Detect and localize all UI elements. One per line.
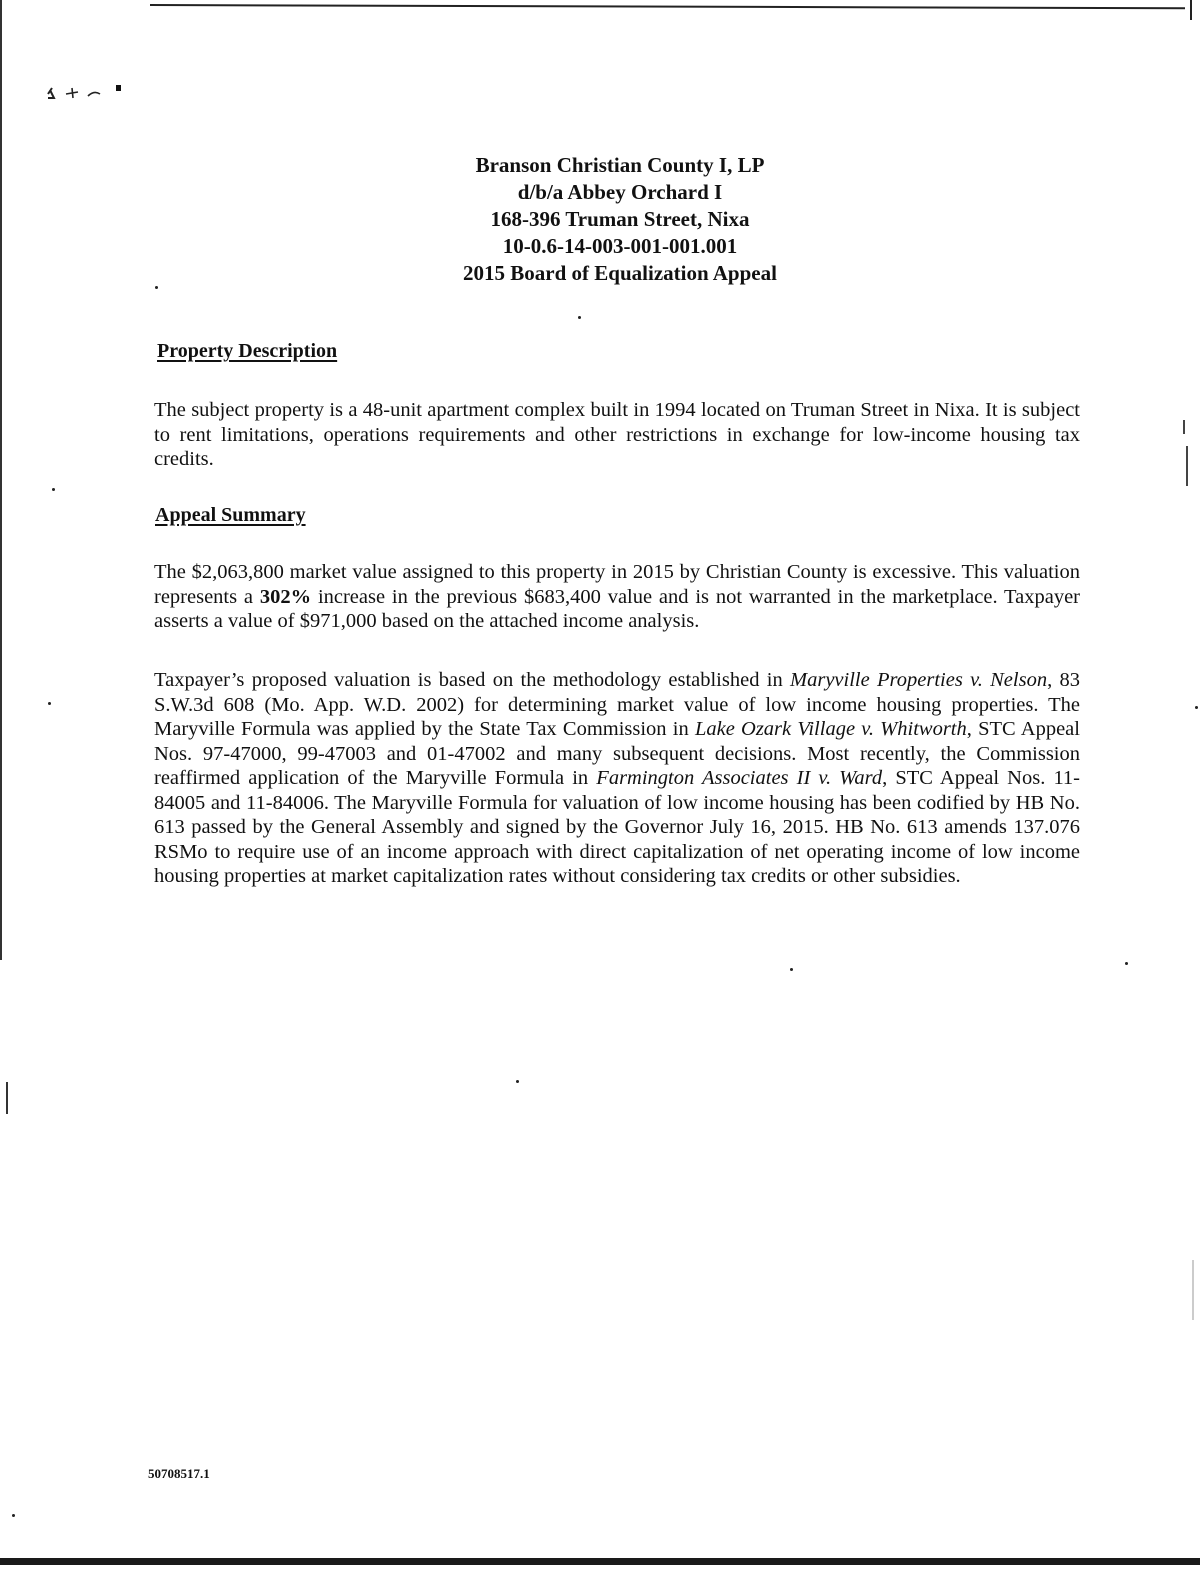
property-description-paragraph: The subject property is a 48-unit apartment complex built in 1994 located on Truman Street in Nixa. It is subject to rent limitations, operations requirements and other restrictions in exchange for low-income housing tax credits. bbox=[154, 399, 1080, 470]
scan-border-right bbox=[1190, 0, 1192, 20]
scan-scribble bbox=[44, 82, 134, 106]
scan-speck bbox=[1195, 706, 1198, 709]
paragraph-text: The $2,063,800 market value assigned to this property in 2015 by Christian County is excessive. This valuation represents a bbox=[154, 561, 1080, 608]
paragraph-text: Taxpayer’s proposed valuation is based on the methodology established in bbox=[154, 669, 791, 691]
scan-border-bottom bbox=[0, 1558, 1200, 1565]
appeal-summary-paragraph-2 bbox=[154, 668, 1080, 889]
scan-speck bbox=[578, 316, 581, 319]
scan-mark bbox=[6, 1082, 8, 1114]
header-address: 168-396 Truman Street, Nixa bbox=[490, 207, 750, 231]
scan-speck bbox=[790, 968, 793, 971]
case-citation: Lake Ozark Village v. Whitworth bbox=[694, 718, 967, 740]
scan-mark bbox=[1186, 446, 1188, 486]
appeal-summary-heading: Appeal Summary bbox=[155, 504, 306, 526]
scan-speck bbox=[12, 1514, 15, 1517]
appeal-summary-paragraph-1 bbox=[154, 560, 1080, 634]
scan-speck bbox=[48, 702, 51, 705]
scan-speck bbox=[516, 1080, 519, 1083]
document-number: 50708517.1 bbox=[148, 1466, 210, 1481]
paragraph-text: increase in the previous $683,400 value and is not warranted in the marketplace. Taxpayer asserts a value of $971,000 based on the attached income analysis. bbox=[154, 585, 1080, 632]
scan-speck bbox=[155, 286, 158, 289]
paragraph-text: , STC Appeal Nos. 11-84005 and 11-84006. The Maryville Formula for valuation of low income housing has been codified by HB No. 613 passed by the General Assembly and signed by the Governor July 16, 2015. HB No. 613 amends 137.076 RSMo to require use of an income approach with direct capitalization of net operating income of low income housing properties at market capitalization rates without considering tax credits or other subsidies. bbox=[154, 767, 1081, 887]
scan-mark bbox=[1192, 1260, 1194, 1320]
paragraph-text: , 83 S.W.3d 608 (Mo. App. W.D. 2002) for determining market value of low income housing properties. The Maryville Formula was applied by the State Tax Commission in bbox=[154, 669, 1081, 740]
header-appeal-title: 2015 Board of Equalization Appeal bbox=[463, 261, 777, 285]
scan-speck bbox=[1125, 962, 1128, 965]
header-dba: d/b/a Abbey Orchard I bbox=[517, 180, 723, 204]
scan-border-left bbox=[0, 0, 2, 960]
document-header bbox=[320, 152, 920, 287]
increase-percentage: 302% bbox=[259, 585, 312, 608]
paragraph-text: , STC Appeal Nos. 97-47000, 99-47003 and 01-47002 and many subsequent decisions. Most recently, the Commission reaffirmed application of the Maryville Formula in bbox=[154, 718, 1080, 789]
scan-border-top bbox=[150, 4, 1185, 9]
case-citation: Maryville Properties v. Nelson bbox=[790, 669, 1048, 691]
property-description-heading: Property Description bbox=[157, 340, 338, 362]
header-entity-name: Branson Christian County I, LP bbox=[475, 153, 765, 177]
scan-speck bbox=[52, 488, 55, 491]
header-parcel-number: 10-0.6-14-003-001-001.001 bbox=[502, 234, 738, 258]
case-citation: Farmington Associates II v. Ward bbox=[596, 767, 883, 789]
scan-mark bbox=[1183, 420, 1185, 434]
